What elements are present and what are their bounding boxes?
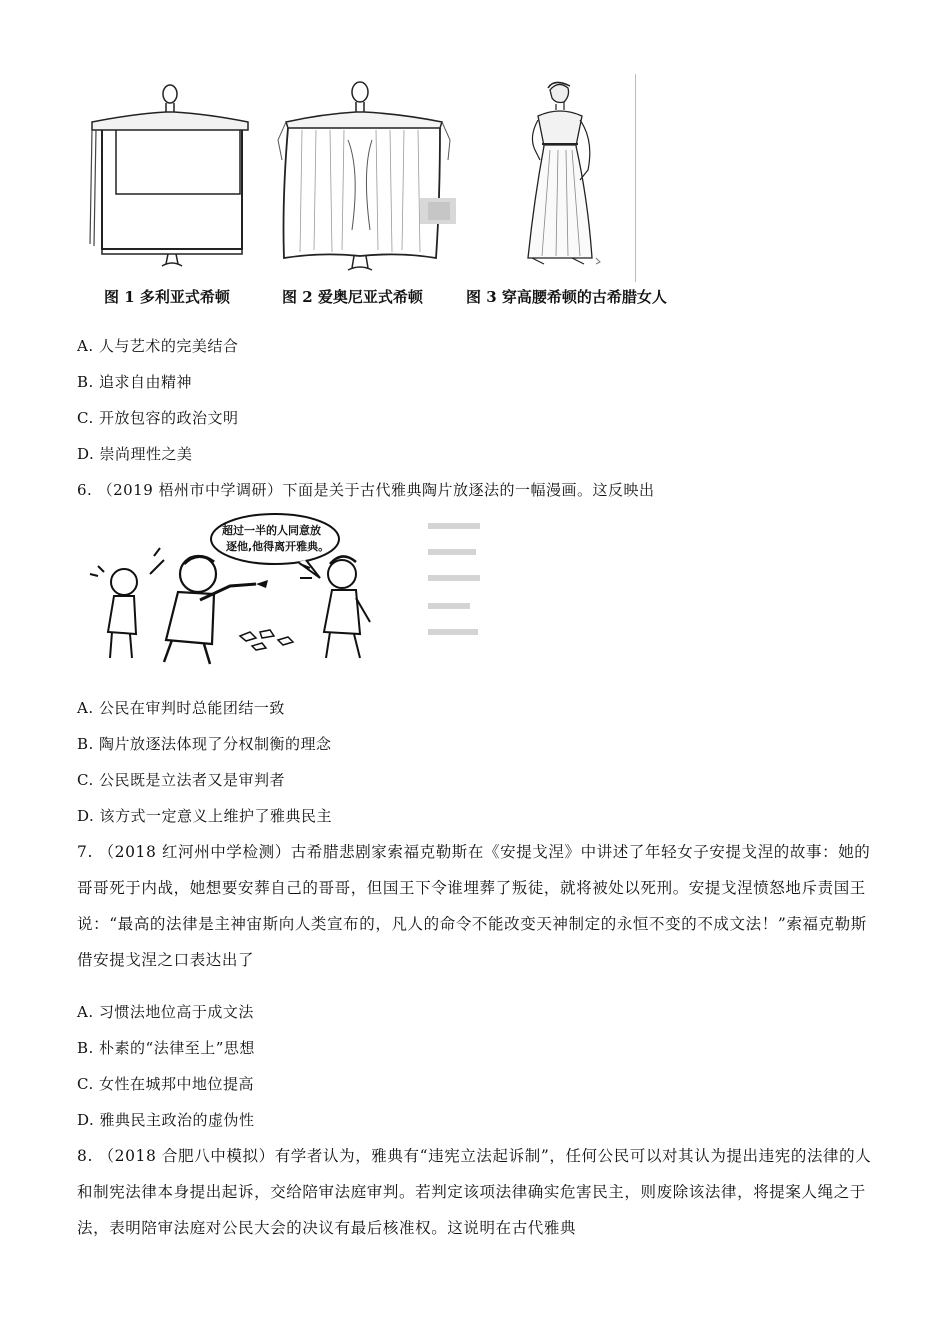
q5-option-d: D. 崇尚理性之美 xyxy=(77,445,193,463)
q7-option-c: C. 女性在城邦中地位提高 xyxy=(77,1075,254,1093)
q6-option-d: D. 该方式一定意义上维护了雅典民主 xyxy=(77,807,333,825)
q8-stem: 8. （2018 合肥八中模拟）有学者认为，雅典有“违宪立法起诉制”，任何公民可以对其认为提出违宪的法律的人和制宪法律本身提出起诉，交给陪审法庭审判。若判定该项法律确实危害民主，则废除该法律，将提案人绳之于法，表明陪审法庭对公民大会的决议有最后核准权。这说明在古代雅典 xyxy=(77,1147,872,1237)
q5-option-c: C. 开放包容的政治文明 xyxy=(77,409,239,427)
q6-option-c: C. 公民既是立法者又是审判者 xyxy=(77,771,285,789)
q7-option-b: B. 朴素的“法律至上”思想 xyxy=(77,1039,255,1057)
q5-option-a: A. 人与艺术的完美结合 xyxy=(77,337,239,355)
figure-frame-line xyxy=(635,74,636,282)
q6-stem: 6. （2019 梧州市中学调研）下面是关于古代雅典陶片放逐法的一幅漫画。这反映出 xyxy=(77,481,655,499)
figure-2-ionic-chiton xyxy=(272,80,462,284)
cartoon-bubble-line-2: 逐他,他得离开雅典。 xyxy=(226,540,330,553)
figure-2-caption: 图 2 爱奥尼亚式希顿 xyxy=(282,288,423,306)
q7-option-d: D. 雅典民主政治的虚伪性 xyxy=(77,1111,255,1129)
q6-option-a: A. 公民在审判时总能团结一致 xyxy=(77,699,285,717)
q7-option-a: A. 习惯法地位高于成文法 xyxy=(77,1003,254,1021)
q6-option-b: B. 陶片放逐法体现了分权制衡的理念 xyxy=(77,735,332,753)
ostracism-cartoon xyxy=(80,512,490,672)
figure-3-greek-woman xyxy=(510,80,610,270)
q7-stem: 7. （2018 红河州中学检测）古希腊悲剧家索福克勒斯在《安提戈涅》中讲述了年轻女子安提戈涅的故事：她的哥哥死于内战，她想要安葬自己的哥哥，但国王下令谁埋葬了叛徒，就将被处以死刑。安提戈涅愤怒地斥责国王说：“最高的法律是主神宙斯向人类宣布的，凡人的命令不能改变天神制定的永恒不变的不成文法！”索福克勒斯借安提戈涅之口表达出了 xyxy=(77,843,871,969)
figure-1-doric-chiton xyxy=(82,84,257,284)
cartoon-bubble-line-1: 超过一半的人同意放 xyxy=(222,524,321,537)
q5-option-b: B. 追求自由精神 xyxy=(77,373,193,391)
figure-3-caption: 图 3 穿高腰希顿的古希腊女人 xyxy=(466,288,667,306)
figure-1-caption: 图 1 多利亚式希顿 xyxy=(104,288,230,306)
